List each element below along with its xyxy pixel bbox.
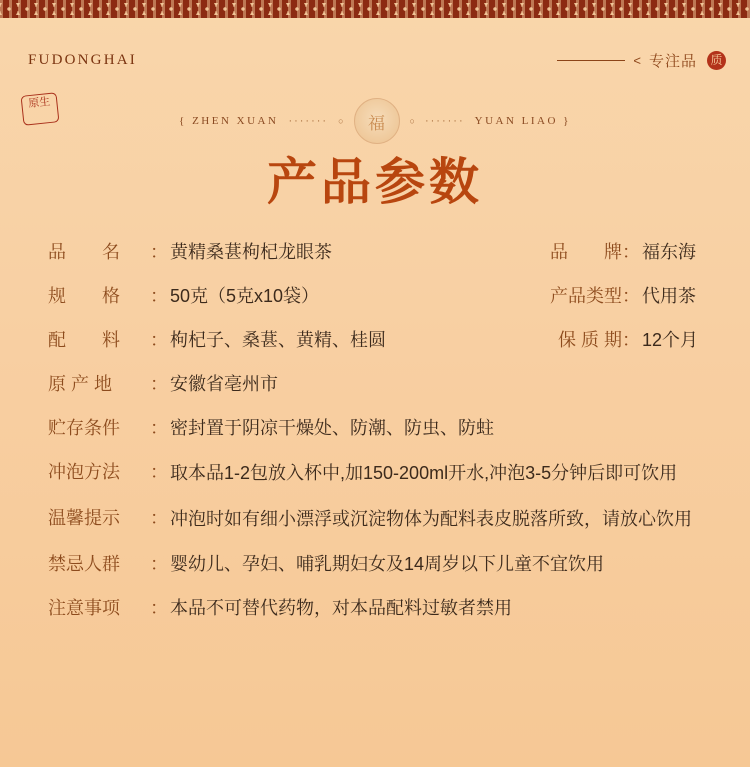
param-cell <box>518 326 708 354</box>
param-colon: ： <box>150 418 168 438</box>
parameter-table <box>48 238 708 638</box>
param-cell <box>518 282 708 310</box>
param-value: 本品不可替代药物，对本品配料过敏者禁用 <box>170 598 512 618</box>
param-label: 温馨提示 <box>48 508 120 528</box>
param-colon: ： <box>150 330 168 350</box>
table-row <box>48 504 708 534</box>
param-colon: ： <box>150 598 168 618</box>
decorative-top-border <box>0 0 750 18</box>
param-colon: ： <box>150 242 168 262</box>
brand-logo-text: FUDONGHAI <box>28 52 137 68</box>
param-cell <box>48 282 518 310</box>
param-label: 规 格 <box>48 286 120 306</box>
deco-left-dots: ······· <box>288 115 329 127</box>
param-value: 枸杞子、桑葚、黄精、桂圆 <box>170 330 386 350</box>
param-colon: ： <box>622 286 640 306</box>
tagline-group <box>557 50 726 71</box>
param-cell <box>48 326 518 354</box>
param-label: 注意事项 <box>48 598 120 618</box>
chevron-left-icon: < <box>633 53 641 68</box>
param-value: 婴幼儿、孕妇、哺乳期妇女及14周岁以下儿童不宜饮用 <box>170 554 605 574</box>
param-label: 保 质 期 <box>557 330 622 350</box>
param-label: 品 名 <box>48 242 120 262</box>
param-label: 品 牌 <box>550 242 622 262</box>
page-title: 产品参数 <box>267 154 483 210</box>
param-cell <box>518 238 708 266</box>
param-cell <box>48 458 708 488</box>
border-wave-pattern <box>0 3 750 15</box>
param-cell <box>48 594 708 622</box>
fu-medallion-icon: 福 <box>354 98 400 144</box>
param-cell <box>48 238 518 266</box>
seal-text: 原生 <box>21 92 60 126</box>
param-value: 代用茶 <box>642 286 696 306</box>
param-value: 黄精桑葚枸杞龙眼茶 <box>170 242 332 262</box>
param-colon: ： <box>622 242 640 262</box>
table-row <box>48 238 708 266</box>
param-label: 原 产 地 <box>48 374 113 394</box>
param-cell <box>48 370 518 398</box>
param-colon: ： <box>150 286 168 306</box>
table-row <box>48 370 708 398</box>
param-label: 冲泡方法 <box>48 462 120 482</box>
deco-left-text: { ZHEN XUAN <box>179 115 279 127</box>
table-row <box>48 326 708 354</box>
table-row <box>48 282 708 310</box>
param-value: 冲泡时如有细小漂浮或沉淀物体为配料表皮脱落所致，请放心饮用 <box>170 509 692 529</box>
decorative-divider <box>0 98 750 144</box>
param-value: 福东海 <box>642 242 696 262</box>
param-cell <box>48 550 708 578</box>
table-row <box>48 414 708 442</box>
deco-right-dots: ······· <box>424 115 465 127</box>
param-cell <box>48 504 708 534</box>
param-value: 取本品1-2包放入杯中,加150-200ml开水,冲泡3-5分钟后即可饮用 <box>170 463 678 483</box>
deco-left-circle-icon: ○ <box>338 116 344 126</box>
deco-right-text: YUAN LIAO } <box>474 115 571 127</box>
param-value: 12个月 <box>642 330 699 350</box>
param-value: 50克（5克x10袋） <box>170 286 320 306</box>
table-row <box>48 594 708 622</box>
param-colon: ： <box>150 374 168 394</box>
tagline-text: 专注品 <box>648 53 697 70</box>
param-colon: ： <box>150 462 168 482</box>
param-cell <box>48 414 708 442</box>
table-row <box>48 550 708 578</box>
deco-right-circle-icon: ○ <box>409 116 415 126</box>
param-colon: ： <box>150 508 168 528</box>
param-colon: ： <box>150 554 168 574</box>
param-value: 安徽省亳州市 <box>170 374 278 394</box>
tagline-badge: 质 <box>707 51 726 70</box>
param-value: 密封置于阴凉干燥处、防潮、防虫、防蛀 <box>170 418 494 438</box>
table-row <box>48 458 708 488</box>
param-label: 贮存条件 <box>48 418 120 438</box>
param-label: 配 料 <box>48 330 120 350</box>
tagline-rule <box>557 60 625 61</box>
param-label: 禁忌人群 <box>48 554 120 574</box>
param-colon: ： <box>622 330 640 350</box>
param-label: 产品类型 <box>550 286 622 306</box>
